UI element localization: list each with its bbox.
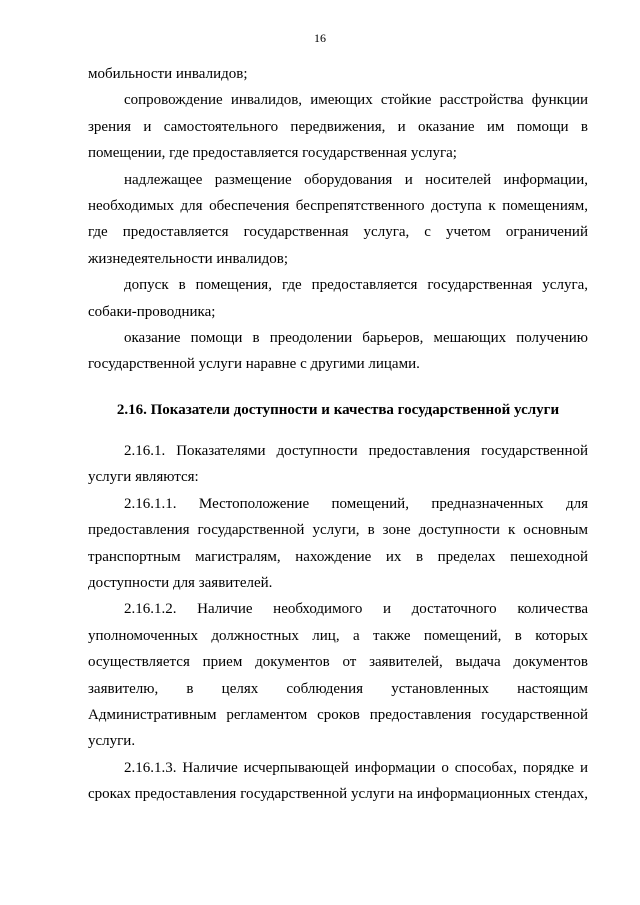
document-body <box>88 61 588 808</box>
paragraph-barriers: оказание помощи в преодолении барьеров, мешающих получению государственной услуги наравне с другими лицами. <box>88 330 588 373</box>
paragraph-escort: сопровождение инвалидов, имеющих стойкие расстройства функции зрения и самостоятельного передвижения, и оказание им помощи в помещении, где предоставляется государственная услуга; <box>88 92 588 162</box>
paragraph-2-16-1-1: 2.16.1.1. Местоположение помещений, предназначенных для предоставления государственной услуги, в зоне доступности к основным транспортным магистралям, нахождение их в пределах пешеходной доступности для заявителей. <box>88 495 588 591</box>
page-number: 16 <box>314 31 326 45</box>
paragraph-2-16-1-2: 2.16.1.2. Наличие необходимого и достаточного количества уполномоченных должностных лиц, а также помещений, в которых осуществляется прием документов от заявителей, выдача документов заявителю, в целях соблюдения установленных настоящим Административным регламентом сроков предоставления государственной услуги. <box>88 601 588 750</box>
paragraph-equipment: надлежащее размещение оборудования и носителей информации, необходимых для обеспечения беспрепятственного доступа к помещениям, где предоставляется государственная услуга, с учетом ограничений жизнедеятельности инвалидов; <box>88 171 588 267</box>
section-heading: 2.16. Показатели доступности и качества государственной услуги <box>116 401 560 418</box>
paragraph-guide-dog: допуск в помещения, где предоставляется государственная услуга, собаки-проводника; <box>88 277 588 320</box>
paragraph-2-16-1-3: 2.16.1.3. Наличие исчерпывающей информации о способах, порядке и сроках предоставления государственной услуги на информационных стендах, <box>88 759 588 803</box>
paragraph-continuation: мобильности инвалидов; <box>88 66 248 82</box>
paragraph-2-16-1: 2.16.1. Показателями доступности предоставления государственной услуги являются: <box>88 442 588 486</box>
